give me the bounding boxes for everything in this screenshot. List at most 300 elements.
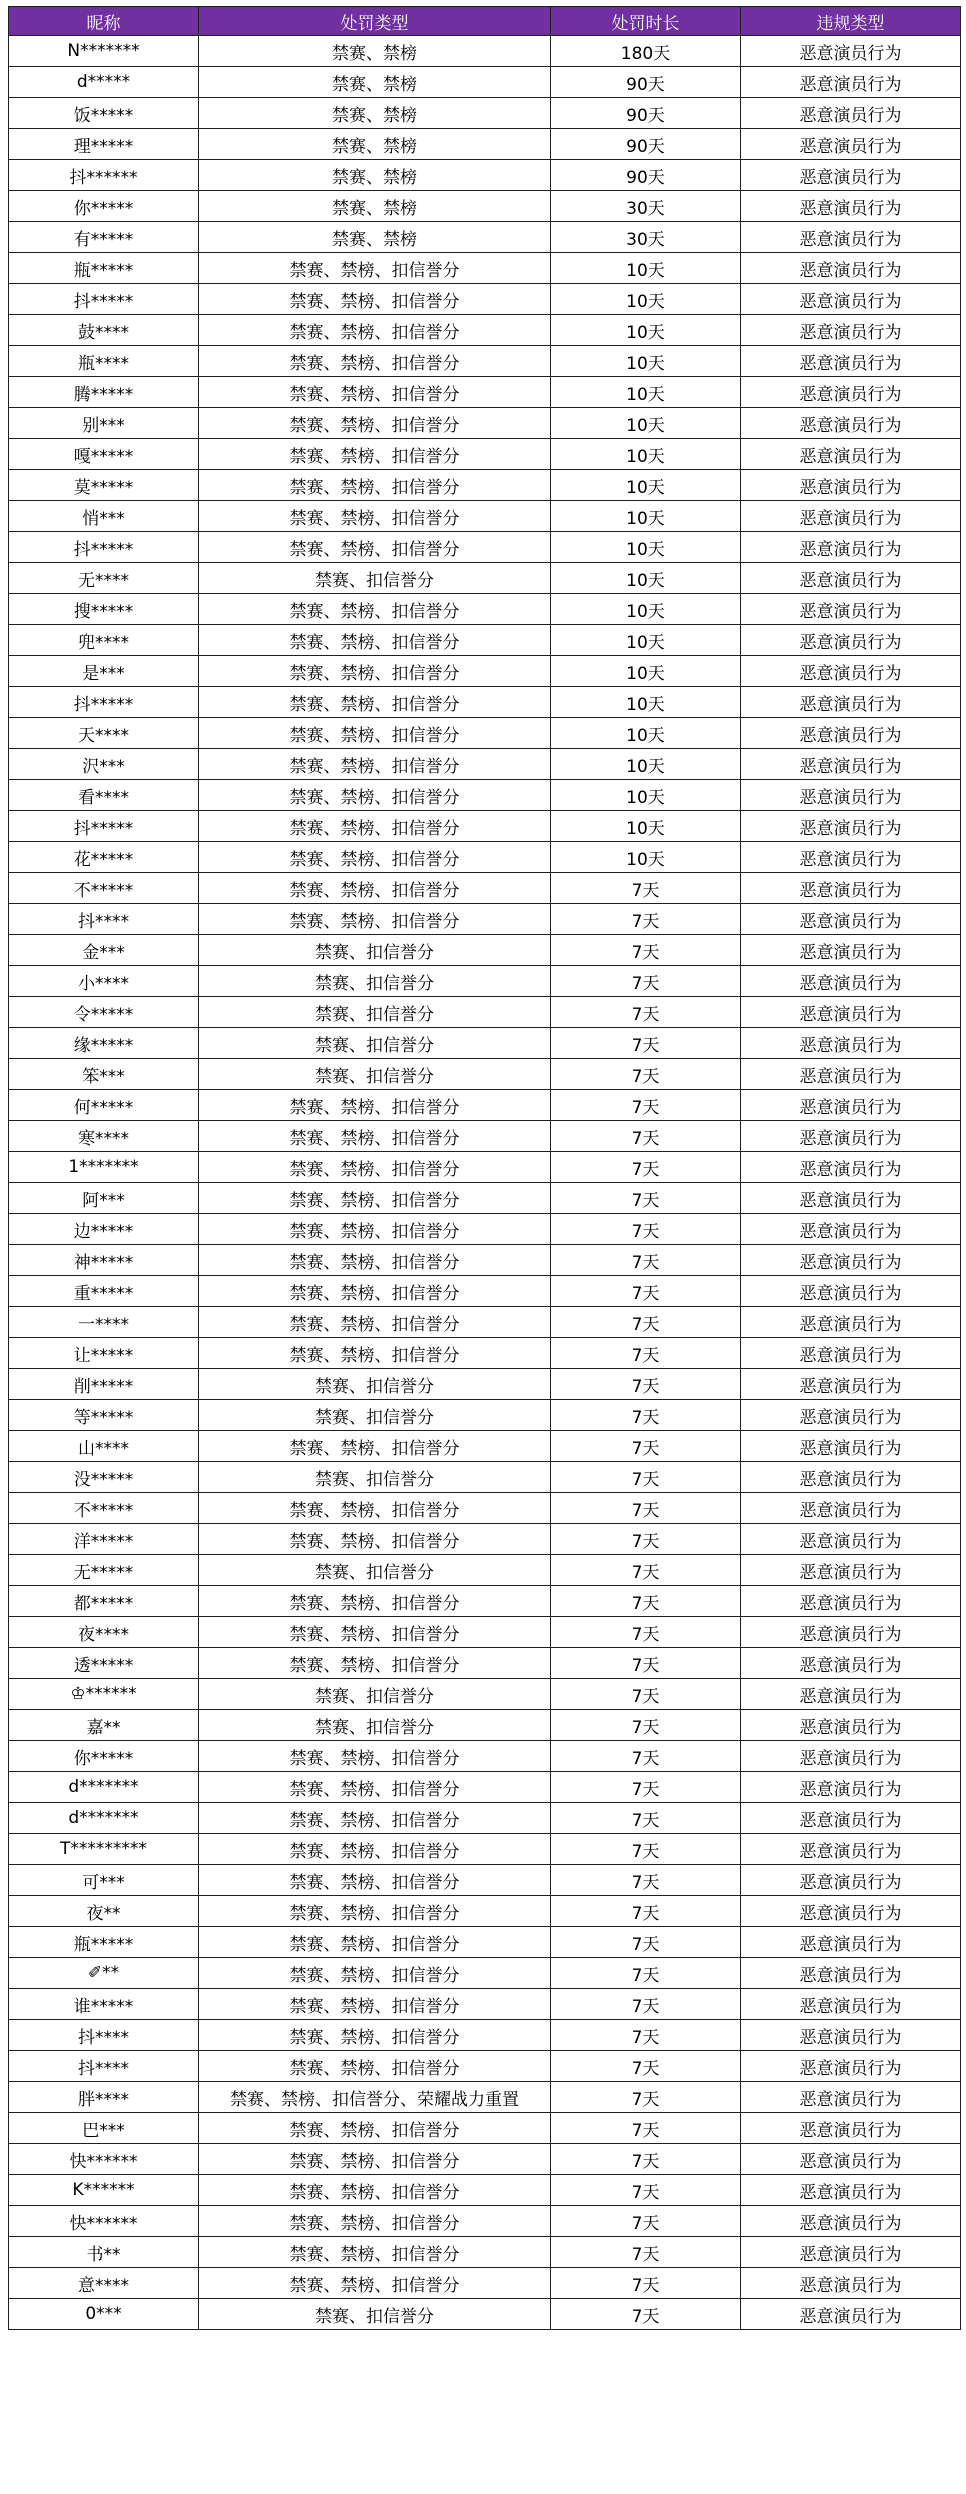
penalty-type-cell: 禁赛、禁榜、扣信誉分 (199, 780, 551, 811)
table-row (9, 842, 961, 873)
penalty-type-cell: 禁赛、禁榜、扣信誉分 (199, 346, 551, 377)
penalty-duration-cell: 7天 (551, 1214, 741, 1245)
penalty-type-cell: 禁赛、禁榜、扣信誉分 (199, 377, 551, 408)
nickname-cell: 你***** (9, 191, 199, 222)
table-row (9, 997, 961, 1028)
table-row (9, 191, 961, 222)
nickname-cell: 兜**** (9, 625, 199, 656)
nickname-cell: 无**** (9, 563, 199, 594)
nickname-cell: 等***** (9, 1400, 199, 1431)
table-row (9, 501, 961, 532)
nickname-cell: 都***** (9, 1586, 199, 1617)
table-row (9, 222, 961, 253)
nickname-cell: 瓶**** (9, 346, 199, 377)
violation-type-cell: 恶意演员行为 (741, 98, 961, 129)
column-header-nickname: 昵称 (9, 7, 199, 36)
nickname-cell: 瓶***** (9, 1927, 199, 1958)
nickname-cell: 不***** (9, 1493, 199, 1524)
penalty-type-cell: 禁赛、禁榜、扣信誉分 (199, 2113, 551, 2144)
table-row (9, 1183, 961, 1214)
penalty-duration-cell: 10天 (551, 501, 741, 532)
table-row (9, 1121, 961, 1152)
penalty-type-cell: 禁赛、禁榜、扣信誉分 (199, 1214, 551, 1245)
penalty-duration-cell: 90天 (551, 67, 741, 98)
table-row (9, 563, 961, 594)
nickname-cell: 夜**** (9, 1617, 199, 1648)
violation-type-cell: 恶意演员行为 (741, 2175, 961, 2206)
table-row (9, 532, 961, 563)
table-row (9, 1276, 961, 1307)
violation-type-cell: 恶意演员行为 (741, 67, 961, 98)
nickname-cell: 你***** (9, 1741, 199, 1772)
table-row (9, 625, 961, 656)
penalty-type-cell: 禁赛、禁榜 (199, 222, 551, 253)
table-row (9, 253, 961, 284)
penalty-duration-cell: 7天 (551, 1834, 741, 1865)
penalty-type-cell: 禁赛、禁榜、扣信誉分 (199, 470, 551, 501)
penalty-duration-cell: 7天 (551, 1896, 741, 1927)
violation-type-cell: 恶意演员行为 (741, 1555, 961, 1586)
nickname-cell: 无***** (9, 1555, 199, 1586)
violation-type-cell: 恶意演员行为 (741, 1989, 961, 2020)
violation-type-cell: 恶意演员行为 (741, 501, 961, 532)
nickname-cell: 谁***** (9, 1989, 199, 2020)
nickname-cell: ♔****** (9, 1679, 199, 1710)
table-row (9, 687, 961, 718)
penalty-duration-cell: 7天 (551, 1555, 741, 1586)
penalty-type-cell: 禁赛、禁榜、扣信誉分 (199, 1245, 551, 1276)
table-row (9, 2020, 961, 2051)
violation-type-cell: 恶意演员行为 (741, 1245, 961, 1276)
penalty-duration-cell: 10天 (551, 625, 741, 656)
penalty-duration-cell: 7天 (551, 873, 741, 904)
table-header (9, 7, 961, 36)
nickname-cell: 0*** (9, 2299, 199, 2330)
penalty-type-cell: 禁赛、禁榜、扣信誉分 (199, 718, 551, 749)
violation-type-cell: 恶意演员行为 (741, 1493, 961, 1524)
nickname-cell: 抖**** (9, 904, 199, 935)
violation-type-cell: 恶意演员行为 (741, 1276, 961, 1307)
table-row (9, 1028, 961, 1059)
violation-type-cell: 恶意演员行为 (741, 873, 961, 904)
nickname-cell: 洋***** (9, 1524, 199, 1555)
violation-type-cell: 恶意演员行为 (741, 1710, 961, 1741)
violation-type-cell: 恶意演员行为 (741, 1524, 961, 1555)
penalty-duration-cell: 7天 (551, 935, 741, 966)
table-row (9, 2268, 961, 2299)
violation-type-cell: 恶意演员行为 (741, 2299, 961, 2330)
penalty-type-cell: 禁赛、禁榜 (199, 160, 551, 191)
penalty-type-cell: 禁赛、扣信誉分 (199, 997, 551, 1028)
penalty-duration-cell: 7天 (551, 1710, 741, 1741)
violation-type-cell: 恶意演员行为 (741, 1617, 961, 1648)
penalty-type-cell: 禁赛、禁榜、扣信誉分 (199, 284, 551, 315)
table-row (9, 1493, 961, 1524)
violation-type-cell: 恶意演员行为 (741, 1896, 961, 1927)
table-row (9, 2051, 961, 2082)
table-row (9, 1090, 961, 1121)
table-row (9, 873, 961, 904)
nickname-cell: 1******* (9, 1152, 199, 1183)
nickname-cell: 透***** (9, 1648, 199, 1679)
penalty-duration-cell: 10天 (551, 284, 741, 315)
violation-type-cell: 恶意演员行为 (741, 532, 961, 563)
penalty-type-cell: 禁赛、禁榜 (199, 191, 551, 222)
penalty-duration-cell: 7天 (551, 2237, 741, 2268)
penalty-duration-cell: 90天 (551, 160, 741, 191)
violation-type-cell: 恶意演员行为 (741, 253, 961, 284)
penalty-type-cell: 禁赛、禁榜、扣信誉分 (199, 749, 551, 780)
penalty-type-cell: 禁赛、禁榜、扣信誉分 (199, 1586, 551, 1617)
table-body (9, 36, 961, 2330)
nickname-cell: 寒**** (9, 1121, 199, 1152)
table-row (9, 1741, 961, 1772)
penalty-type-cell: 禁赛、禁榜、扣信誉分 (199, 2237, 551, 2268)
penalty-table (8, 6, 961, 2330)
nickname-cell: 意**** (9, 2268, 199, 2299)
penalty-type-cell: 禁赛、禁榜、扣信誉分 (199, 687, 551, 718)
nickname-cell: 沢*** (9, 749, 199, 780)
violation-type-cell: 恶意演员行为 (741, 749, 961, 780)
violation-type-cell: 恶意演员行为 (741, 687, 961, 718)
table-row (9, 160, 961, 191)
table-row (9, 1865, 961, 1896)
penalty-duration-cell: 10天 (551, 470, 741, 501)
violation-type-cell: 恶意演员行为 (741, 1369, 961, 1400)
nickname-cell: 是*** (9, 656, 199, 687)
table-row (9, 36, 961, 67)
violation-type-cell: 恶意演员行为 (741, 470, 961, 501)
violation-type-cell: 恶意演员行为 (741, 1648, 961, 1679)
penalty-duration-cell: 7天 (551, 1276, 741, 1307)
table-row (9, 129, 961, 160)
penalty-duration-cell: 7天 (551, 1431, 741, 1462)
nickname-cell: 缘***** (9, 1028, 199, 1059)
penalty-type-cell: 禁赛、禁榜、扣信誉分 (199, 1276, 551, 1307)
penalty-duration-cell: 7天 (551, 1586, 741, 1617)
penalty-duration-cell: 10天 (551, 346, 741, 377)
penalty-type-cell: 禁赛、禁榜 (199, 98, 551, 129)
penalty-type-cell: 禁赛、禁榜、扣信誉分 (199, 594, 551, 625)
table-row (9, 1400, 961, 1431)
penalty-type-cell: 禁赛、扣信誉分 (199, 1369, 551, 1400)
penalty-type-cell: 禁赛、禁榜、扣信誉分 (199, 2175, 551, 2206)
table-row (9, 1772, 961, 1803)
nickname-cell: 看**** (9, 780, 199, 811)
violation-type-cell: 恶意演员行为 (741, 656, 961, 687)
violation-type-cell: 恶意演员行为 (741, 2082, 961, 2113)
penalty-type-cell: 禁赛、禁榜、扣信誉分 (199, 1431, 551, 1462)
penalty-type-cell: 禁赛、扣信誉分 (199, 1555, 551, 1586)
penalty-type-cell: 禁赛、禁榜、扣信誉分 (199, 532, 551, 563)
penalty-type-cell: 禁赛、禁榜、扣信誉分 (199, 253, 551, 284)
penalty-type-cell: 禁赛、扣信誉分 (199, 1028, 551, 1059)
header-row (9, 7, 961, 36)
penalty-duration-cell: 7天 (551, 1617, 741, 1648)
penalty-duration-cell: 7天 (551, 1989, 741, 2020)
table-row (9, 811, 961, 842)
penalty-type-cell: 禁赛、扣信誉分 (199, 1710, 551, 1741)
nickname-cell: 削***** (9, 1369, 199, 1400)
table-row (9, 1152, 961, 1183)
violation-type-cell: 恶意演员行为 (741, 1090, 961, 1121)
violation-type-cell: 恶意演员行为 (741, 191, 961, 222)
table-row (9, 1648, 961, 1679)
violation-type-cell: 恶意演员行为 (741, 160, 961, 191)
table-row (9, 1338, 961, 1369)
nickname-cell: 别*** (9, 408, 199, 439)
penalty-type-cell: 禁赛、禁榜、扣信誉分 (199, 625, 551, 656)
table-row (9, 780, 961, 811)
nickname-cell: 莫***** (9, 470, 199, 501)
table-row (9, 1679, 961, 1710)
table-row (9, 377, 961, 408)
table-row (9, 67, 961, 98)
nickname-cell: T********* (9, 1834, 199, 1865)
nickname-cell: 快****** (9, 2206, 199, 2237)
table-row (9, 1617, 961, 1648)
violation-type-cell: 恶意演员行为 (741, 2051, 961, 2082)
penalty-duration-cell: 10天 (551, 532, 741, 563)
table-row (9, 284, 961, 315)
violation-type-cell: 恶意演员行为 (741, 2020, 961, 2051)
penalty-duration-cell: 10天 (551, 253, 741, 284)
penalty-duration-cell: 7天 (551, 1338, 741, 1369)
penalty-duration-cell: 30天 (551, 191, 741, 222)
table-row (9, 408, 961, 439)
penalty-duration-cell: 7天 (551, 2299, 741, 2330)
nickname-cell: 山**** (9, 1431, 199, 1462)
nickname-cell: 瓶***** (9, 253, 199, 284)
penalty-type-cell: 禁赛、禁榜、扣信誉分 (199, 1648, 551, 1679)
nickname-cell: 金*** (9, 935, 199, 966)
nickname-cell: 小**** (9, 966, 199, 997)
penalty-type-cell: 禁赛、禁榜、扣信誉分 (199, 1152, 551, 1183)
nickname-cell: 书** (9, 2237, 199, 2268)
violation-type-cell: 恶意演员行为 (741, 1586, 961, 1617)
penalty-duration-cell: 180天 (551, 36, 741, 67)
penalty-duration-cell: 7天 (551, 1183, 741, 1214)
penalty-duration-cell: 7天 (551, 2082, 741, 2113)
table-row (9, 1710, 961, 1741)
nickname-cell: 重***** (9, 1276, 199, 1307)
penalty-type-cell: 禁赛、禁榜、扣信誉分 (199, 1865, 551, 1896)
table-row (9, 966, 961, 997)
violation-type-cell: 恶意演员行为 (741, 1400, 961, 1431)
penalty-duration-cell: 10天 (551, 563, 741, 594)
penalty-type-cell: 禁赛、禁榜、扣信誉分 (199, 873, 551, 904)
nickname-cell: 夜** (9, 1896, 199, 1927)
penalty-type-cell: 禁赛、禁榜 (199, 36, 551, 67)
penalty-type-cell: 禁赛、禁榜、扣信誉分 (199, 1307, 551, 1338)
violation-type-cell: 恶意演员行为 (741, 1183, 961, 1214)
penalty-duration-cell: 7天 (551, 2113, 741, 2144)
table-row (9, 2299, 961, 2330)
penalty-type-cell: 禁赛、禁榜、扣信誉分 (199, 1989, 551, 2020)
penalty-type-cell: 禁赛、扣信誉分 (199, 1679, 551, 1710)
nickname-cell: 有***** (9, 222, 199, 253)
nickname-cell: d******* (9, 1772, 199, 1803)
table-row (9, 2175, 961, 2206)
penalty-type-cell: 禁赛、禁榜、扣信誉分 (199, 1121, 551, 1152)
penalty-type-cell: 禁赛、禁榜、扣信誉分 (199, 1803, 551, 1834)
penalty-type-cell: 禁赛、禁榜、扣信誉分 (199, 904, 551, 935)
penalty-type-cell: 禁赛、禁榜、扣信誉分 (199, 656, 551, 687)
penalty-duration-cell: 7天 (551, 2206, 741, 2237)
penalty-type-cell: 禁赛、禁榜、扣信誉分 (199, 2268, 551, 2299)
violation-type-cell: 恶意演员行为 (741, 1679, 961, 1710)
violation-type-cell: 恶意演员行为 (741, 1059, 961, 1090)
table-row (9, 98, 961, 129)
nickname-cell: 胖**** (9, 2082, 199, 2113)
table-row (9, 1245, 961, 1276)
table-row (9, 1307, 961, 1338)
penalty-duration-cell: 7天 (551, 1679, 741, 1710)
penalty-duration-cell: 10天 (551, 408, 741, 439)
violation-type-cell: 恶意演员行为 (741, 2206, 961, 2237)
penalty-type-cell: 禁赛、禁榜、扣信誉分 (199, 2051, 551, 2082)
penalty-duration-cell: 10天 (551, 718, 741, 749)
penalty-duration-cell: 7天 (551, 997, 741, 1028)
penalty-duration-cell: 7天 (551, 2144, 741, 2175)
column-header-penalty-duration: 处罚时长 (551, 7, 741, 36)
table-row (9, 1555, 961, 1586)
penalty-type-cell: 禁赛、扣信誉分 (199, 2299, 551, 2330)
violation-type-cell: 恶意演员行为 (741, 811, 961, 842)
nickname-cell: 抖**** (9, 2051, 199, 2082)
violation-type-cell: 恶意演员行为 (741, 780, 961, 811)
violation-type-cell: 恶意演员行为 (741, 1431, 961, 1462)
violation-type-cell: 恶意演员行为 (741, 1865, 961, 1896)
penalty-duration-cell: 7天 (551, 1121, 741, 1152)
nickname-cell: 饭***** (9, 98, 199, 129)
penalty-duration-cell: 7天 (551, 966, 741, 997)
penalty-type-cell: 禁赛、禁榜、扣信誉分 (199, 1958, 551, 1989)
table-row (9, 656, 961, 687)
violation-type-cell: 恶意演员行为 (741, 284, 961, 315)
penalty-type-cell: 禁赛、扣信誉分 (199, 1462, 551, 1493)
table-row (9, 1896, 961, 1927)
table-row (9, 2082, 961, 2113)
penalty-duration-cell: 90天 (551, 129, 741, 160)
penalty-duration-cell: 7天 (551, 1524, 741, 1555)
violation-type-cell: 恶意演员行为 (741, 594, 961, 625)
penalty-duration-cell: 10天 (551, 811, 741, 842)
violation-type-cell: 恶意演员行为 (741, 2113, 961, 2144)
penalty-duration-cell: 30天 (551, 222, 741, 253)
violation-type-cell: 恶意演员行为 (741, 1028, 961, 1059)
table-row (9, 2237, 961, 2268)
table-row (9, 749, 961, 780)
penalty-table-container (8, 6, 960, 2330)
penalty-duration-cell: 7天 (551, 1772, 741, 1803)
nickname-cell: 抖***** (9, 687, 199, 718)
violation-type-cell: 恶意演员行为 (741, 2268, 961, 2299)
table-row (9, 315, 961, 346)
penalty-type-cell: 禁赛、扣信誉分 (199, 966, 551, 997)
violation-type-cell: 恶意演员行为 (741, 718, 961, 749)
violation-type-cell: 恶意演员行为 (741, 1307, 961, 1338)
violation-type-cell: 恶意演员行为 (741, 625, 961, 656)
violation-type-cell: 恶意演员行为 (741, 377, 961, 408)
penalty-type-cell: 禁赛、禁榜、扣信誉分 (199, 842, 551, 873)
penalty-type-cell: 禁赛、禁榜、扣信誉分 (199, 315, 551, 346)
penalty-duration-cell: 10天 (551, 594, 741, 625)
table-row (9, 470, 961, 501)
penalty-type-cell: 禁赛、禁榜、扣信誉分、荣耀战力重置 (199, 2082, 551, 2113)
penalty-type-cell: 禁赛、扣信誉分 (199, 1400, 551, 1431)
penalty-duration-cell: 10天 (551, 780, 741, 811)
penalty-duration-cell: 7天 (551, 2051, 741, 2082)
nickname-cell: 快****** (9, 2144, 199, 2175)
penalty-type-cell: 禁赛、禁榜、扣信誉分 (199, 1183, 551, 1214)
penalty-duration-cell: 10天 (551, 439, 741, 470)
penalty-duration-cell: 7天 (551, 1369, 741, 1400)
nickname-cell: 何***** (9, 1090, 199, 1121)
penalty-type-cell: 禁赛、扣信誉分 (199, 935, 551, 966)
penalty-type-cell: 禁赛、禁榜、扣信誉分 (199, 439, 551, 470)
violation-type-cell: 恶意演员行为 (741, 315, 961, 346)
table-row (9, 1586, 961, 1617)
violation-type-cell: 恶意演员行为 (741, 1772, 961, 1803)
table-row (9, 594, 961, 625)
table-row (9, 2113, 961, 2144)
penalty-duration-cell: 7天 (551, 2268, 741, 2299)
penalty-type-cell: 禁赛、禁榜、扣信誉分 (199, 2144, 551, 2175)
nickname-cell: 阿*** (9, 1183, 199, 1214)
penalty-type-cell: 禁赛、禁榜、扣信誉分 (199, 1493, 551, 1524)
nickname-cell: 不***** (9, 873, 199, 904)
nickname-cell: 让***** (9, 1338, 199, 1369)
penalty-duration-cell: 10天 (551, 842, 741, 873)
penalty-duration-cell: 10天 (551, 656, 741, 687)
nickname-cell: 天**** (9, 718, 199, 749)
violation-type-cell: 恶意演员行为 (741, 1214, 961, 1245)
nickname-cell: ✐** (9, 1958, 199, 1989)
penalty-type-cell: 禁赛、扣信誉分 (199, 1059, 551, 1090)
nickname-cell: 抖**** (9, 2020, 199, 2051)
penalty-duration-cell: 7天 (551, 1152, 741, 1183)
table-row (9, 1927, 961, 1958)
nickname-cell: 神***** (9, 1245, 199, 1276)
penalty-duration-cell: 10天 (551, 687, 741, 718)
penalty-duration-cell: 7天 (551, 1865, 741, 1896)
nickname-cell: 嘉** (9, 1710, 199, 1741)
violation-type-cell: 恶意演员行为 (741, 1927, 961, 1958)
penalty-duration-cell: 7天 (551, 1927, 741, 1958)
nickname-cell: 令***** (9, 997, 199, 1028)
penalty-duration-cell: 7天 (551, 2175, 741, 2206)
violation-type-cell: 恶意演员行为 (741, 36, 961, 67)
table-row (9, 1958, 961, 1989)
nickname-cell: 抖***** (9, 284, 199, 315)
violation-type-cell: 恶意演员行为 (741, 1462, 961, 1493)
penalty-type-cell: 禁赛、禁榜、扣信誉分 (199, 2020, 551, 2051)
violation-type-cell: 恶意演员行为 (741, 904, 961, 935)
nickname-cell: d***** (9, 67, 199, 98)
penalty-duration-cell: 7天 (551, 1028, 741, 1059)
violation-type-cell: 恶意演员行为 (741, 1338, 961, 1369)
table-row (9, 904, 961, 935)
penalty-type-cell: 禁赛、禁榜、扣信誉分 (199, 1338, 551, 1369)
violation-type-cell: 恶意演员行为 (741, 222, 961, 253)
penalty-duration-cell: 7天 (551, 1803, 741, 1834)
table-row (9, 1369, 961, 1400)
column-header-violation-type: 违规类型 (741, 7, 961, 36)
penalty-duration-cell: 90天 (551, 98, 741, 129)
nickname-cell: 没***** (9, 1462, 199, 1493)
penalty-type-cell: 禁赛、禁榜、扣信誉分 (199, 1772, 551, 1803)
